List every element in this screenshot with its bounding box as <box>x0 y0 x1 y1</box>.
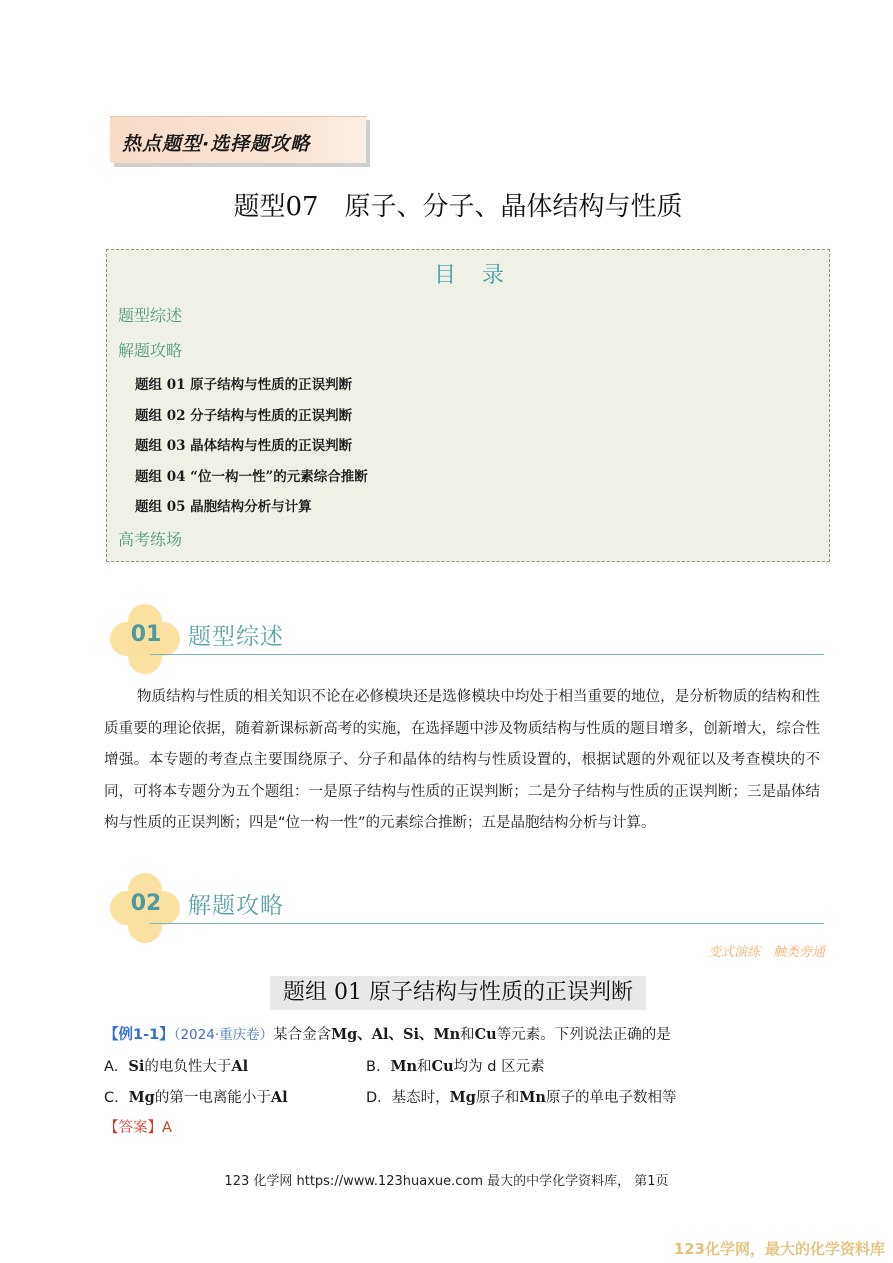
option-text: 均为 d 区元素 <box>453 1059 545 1075</box>
element-symbol: Mn <box>390 1058 418 1075</box>
option-label: D． <box>366 1090 392 1106</box>
question-stem <box>104 1023 671 1044</box>
element-symbol: Mn <box>519 1089 546 1106</box>
option-c[interactable] <box>104 1086 288 1107</box>
page-title: 题型07 原子、分子、晶体结构与性质 <box>233 192 683 222</box>
toc-item-group-04[interactable]: 题组 04 “位一构一性”的元素综合推断 <box>135 469 368 485</box>
toc-item-group-03[interactable]: 题组 03 晶体结构与性质的正误判断 <box>135 438 353 454</box>
section-number: 01 <box>130 622 162 647</box>
option-b[interactable] <box>366 1055 545 1076</box>
group-title: 题组 01 原子结构与性质的正误判断 <box>270 976 646 1010</box>
element-symbol: Mg <box>128 1089 155 1106</box>
option-text: 和 <box>417 1059 432 1075</box>
table-of-contents <box>106 249 830 562</box>
element-symbol: Al <box>231 1058 249 1075</box>
example-tag: 【例1-1】 <box>104 1027 174 1043</box>
answer <box>104 1116 172 1137</box>
section-divider <box>150 923 824 924</box>
section-divider <box>150 654 824 655</box>
option-text: 的电负性大于 <box>144 1059 232 1075</box>
overview-paragraph: 物质结构与性质的相关知识不论在必修模块还是选修模块中均处于相当重要的地位，是分析物质的结构和性质重要的理论依据，随着新课标新高考的实施，在选择题中涉及物质结构与性质的题目增多，创新增大，综合性增强。本专题的考查点主要围绕原子、分子和晶体的结构与性质设置的，根据试题的外观征以及考查模块的不同，可将本专题分为五个题组：一是原子结构与性质的正误判断；二是分子结构与性质的正误判断；三是晶体结构与性质的正误判断；四是“位一构一性”的元素综合推断；五是晶胞结构分析与计算。 <box>104 689 820 831</box>
tagline: 变式演练 触类旁通 <box>707 945 825 960</box>
option-text: 原子的单电子数相等 <box>545 1090 677 1106</box>
option-text: 的第一电离能小于 <box>154 1090 271 1106</box>
toc-section-strategy[interactable]: 解题攻略 <box>118 341 183 360</box>
answer-value: A <box>162 1120 172 1136</box>
section-label: 题型综述 <box>188 624 284 650</box>
option-label: A． <box>104 1059 129 1075</box>
question-source: （2024·重庆卷） <box>173 1027 274 1043</box>
option-d[interactable] <box>366 1086 676 1107</box>
flower-icon <box>110 873 180 943</box>
section-label: 解题攻略 <box>188 893 284 919</box>
toc-section-overview[interactable]: 题型综述 <box>118 306 183 325</box>
element-symbol: Si <box>128 1058 145 1075</box>
option-label: B． <box>366 1059 391 1075</box>
toc-item-group-02[interactable]: 题组 02 分子结构与性质的正误判断 <box>135 408 353 424</box>
element-symbol: Al <box>270 1089 288 1106</box>
element-symbol: Cu <box>431 1058 454 1075</box>
toc-section-practice[interactable]: 高考练场 <box>118 530 183 549</box>
badge-text: 热点题型·选择题攻略 <box>122 133 311 155</box>
page-footer: 123 化学网 https://www.123huaxue.com 最大的中学化学资料库， 第1页 <box>224 1174 669 1189</box>
option-a[interactable] <box>104 1055 248 1076</box>
flower-icon <box>110 604 180 674</box>
toc-item-group-01[interactable]: 题组 01 原子结构与性质的正误判断 <box>135 377 353 393</box>
element-symbol: Mg <box>449 1089 476 1106</box>
watermark: 123化学网，最大的化学资料库 <box>673 1240 885 1258</box>
stem-text: 和 <box>460 1027 475 1043</box>
stem-text: 某合金含 <box>273 1027 332 1043</box>
element-symbol: Cu <box>474 1026 497 1043</box>
section-header-overview <box>110 604 824 684</box>
hot-topic-badge <box>110 116 366 163</box>
option-label: C． <box>104 1090 129 1106</box>
element-list: Mg、Al、Si、Mn <box>331 1026 461 1043</box>
option-text: 原子和 <box>475 1090 520 1106</box>
option-text: 基态时， <box>391 1090 450 1106</box>
toc-title: 目录 <box>433 263 530 288</box>
answer-tag: 【答案】 <box>104 1120 162 1136</box>
section-number: 02 <box>130 891 162 916</box>
toc-item-group-05[interactable]: 题组 05 晶胞结构分析与计算 <box>135 499 312 515</box>
stem-text: 等元素。下列说法正确的是 <box>496 1027 671 1043</box>
